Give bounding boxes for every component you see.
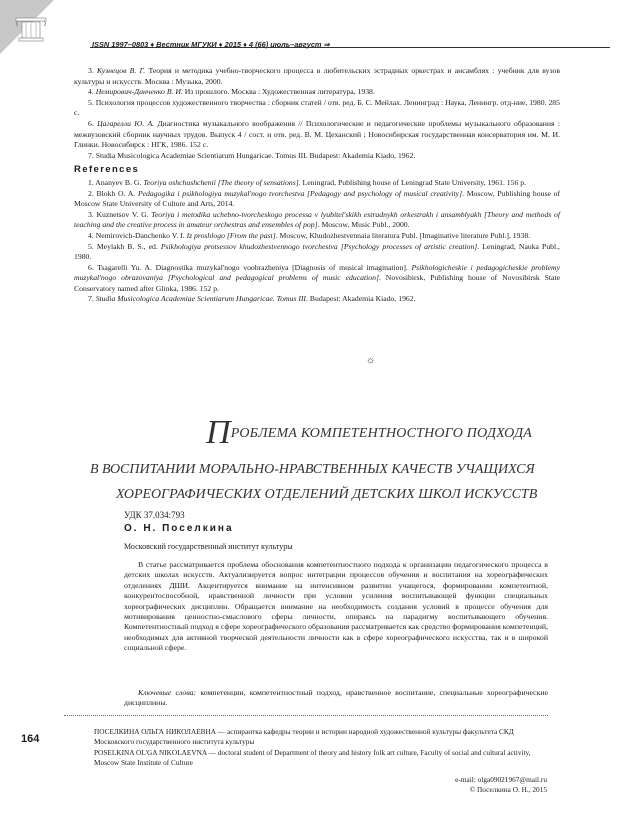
ref-en-item: 2. Blokh O. A. Pedagogika i psikhologiya muzykal'nogo tvorchestva [Pedagogy and psychology of musical creativity]. Moscow, Publishing house of Moscow State University of Culture and Arts, 2014.: [74, 188, 560, 209]
header-rule: [90, 47, 610, 48]
ref-en-item: 6. Tsagarelli Yu. A. Diagnostika muzykal'nogo voobrazheniya [Diagnosis of musical imagination]. Psikhologicheskie i pedagogicheskie problemy muzykal'nogo obrazovaniya [Psychological and pedagogical problems of music education]. Novosibirsk, Publishing house of Novosibirsk State Conservatory named after Glinka, 1986. 152 p.: [74, 262, 560, 293]
bibliography-ru: [74, 66, 560, 305]
ref-ru-item: 5. Психология процессов художественного творчества : сборник статей / отв. ред. Б. С. Мейлах. Ленинград : Наука, Ленингр. отд-ние, 1980. 285 с.: [74, 97, 560, 118]
article-title-line-2: В ВОСПИТАНИИ МОРАЛЬНО-НРАВСТВЕННЫХ КАЧЕСТВ УЧАЩИХСЯ: [90, 462, 535, 477]
column-logo-icon: [14, 16, 48, 42]
author-contact: [455, 775, 547, 795]
author-info-en: POSELKINA OL'GA NIKOLAEVNA — doctoral student of Department of theory and history folk art culture, Faculty of social and cultural activity, Moscow State Institute of Culture: [94, 748, 531, 767]
keywords-text: компетенции, компетентностный подход, нравственное воспитание, специальные хореографические дисциплины.: [124, 688, 548, 708]
footer-divider: [64, 715, 548, 716]
author-name: О. Н. Поселкина: [124, 523, 234, 534]
ref-ru-item: 4. Немирович-Данченко В. И. Из прошлого. Москва : Художественная литература, 1938.: [88, 87, 375, 97]
ref-ru-item: 3. Кузнецов В. Г. Теория и методика учебно-творческого процесса в любительских эстрадных оркестрах и ансамблях : учебник для вузов культуры и искусств. Москва : Музыка, 2000.: [74, 66, 560, 86]
ref-en-item: 5. Meylakh B. S., ed. Psikhologiya protsessov khudozhestvennogo tvorchestva [Psychology processes of artistic creation]. Leningrad, Nauka Publ., 1980.: [74, 241, 560, 262]
ref-en-item: 7. Studia Musicologica Academiae Scientiarum Hungaricae. Tomus III. Budapest: Akademia Kiado, 1962.: [88, 294, 416, 304]
article-title-line-1: ПРОБЛЕМА КОМПЕТЕНТНОСТНОГО ПОДХОДА: [206, 414, 532, 451]
page-number: 164: [21, 733, 40, 745]
header-text: ISSN 1997–0803 ♦ Вестник МГУКИ ♦ 2015 ♦ 4 (66) июль–август ⇒: [92, 40, 330, 49]
keywords-label: Ключевые слова:: [138, 688, 197, 697]
section-separator: ☼: [366, 355, 376, 366]
author-info-ru: ПОСЕЛКИНА ОЛЬГА НИКОЛАЕВНА — аспирантка кафедры теории и истории народной художественной культуры факультета СКД Московского государственного института культуры: [94, 727, 514, 746]
udk-code: УДК 37.034:793: [124, 510, 185, 520]
journal-header: [0, 0, 617, 54]
ref-ru-item: 6. Цагарелли Ю. А. Диагностика музыкального воображения // Психологические и педагогические проблемы музыкального образования : межвузовский сборник научных трудов. Выпуск 4 / сост. и отв. ред. В. М. Цеханский ; Новосибирская государственная консерватория им. М. И. Глинки. Новосибирск : НГК, 1986. 152 с.: [74, 118, 560, 150]
abstract: В статье рассматривается проблема обоснования компетентностного подхода к организации педагогического процесса в детских школах искусств. Актуализируется вопрос интеграции процессов обучения и воспитания на хореографических отделениях ДШИ. Акцентируется внимание на интенсивном развитии учащегося, формировании компетентной, конкурентоспособной, нравственной личности при условии усиления воспитывающей функции специальных хореографических дисциплин. Обращается внимание на необходимость создания условий в процессе обучения для мотивирования ценностно-смыслового сферы личности, опираясь на парадигму воспитывающего обучения. Компетентностный подход в сфере хореографического образования рассматривается как средство формирования компетенций, необходимых для активной творческой деятельности личности как в сфере хореографического искусства, так и в широкой социальной сфере.: [124, 560, 548, 653]
author-affiliation: Московский государственный институт культуры: [124, 542, 293, 551]
ref-en-item: 3. Kuznetsov V. G. Teoriya i metodika uchebno-tvorcheskogo processa v lyubitel'skikh estradnykh orkestrakh i ansamblyakh [Theory and methods of teaching and the creative process in amateur orchestras and ensembles of pop]. Moscow, Music Publ., 2000.: [74, 209, 560, 230]
copyright: © Поселкина О. Н., 2015: [469, 784, 547, 794]
keywords: [124, 688, 548, 709]
ref-en-item: 4. Nemirovich-Danchenko V. I. Iz proshlogo [From the past]. Moscow, Khudozhestvennaia literatura Publ. [Imaginative literature Publ.], 1938.: [88, 230, 531, 240]
ref-ru-item: 7. Studia Musicologica Academiae Scientiarum Hungaricae. Tomus III. Budapest: Akademia Kiado, 1962.: [88, 150, 416, 160]
ref-en-item: 1. Ananyev B. G. Teoriya oshchushchenii [The theory of sensations]. Leningrad, Publishing house of Leningrad State University, 1961. 156 p.: [88, 177, 527, 187]
references-heading: References: [74, 164, 140, 176]
article-title-line-3: ХОРЕОГРАФИЧЕСКИХ ОТДЕЛЕНИЙ ДЕТСКИХ ШКОЛ ИСКУССТВ: [116, 487, 538, 502]
author-email[interactable]: e-mail: olga09021967@mail.ru: [455, 775, 547, 784]
